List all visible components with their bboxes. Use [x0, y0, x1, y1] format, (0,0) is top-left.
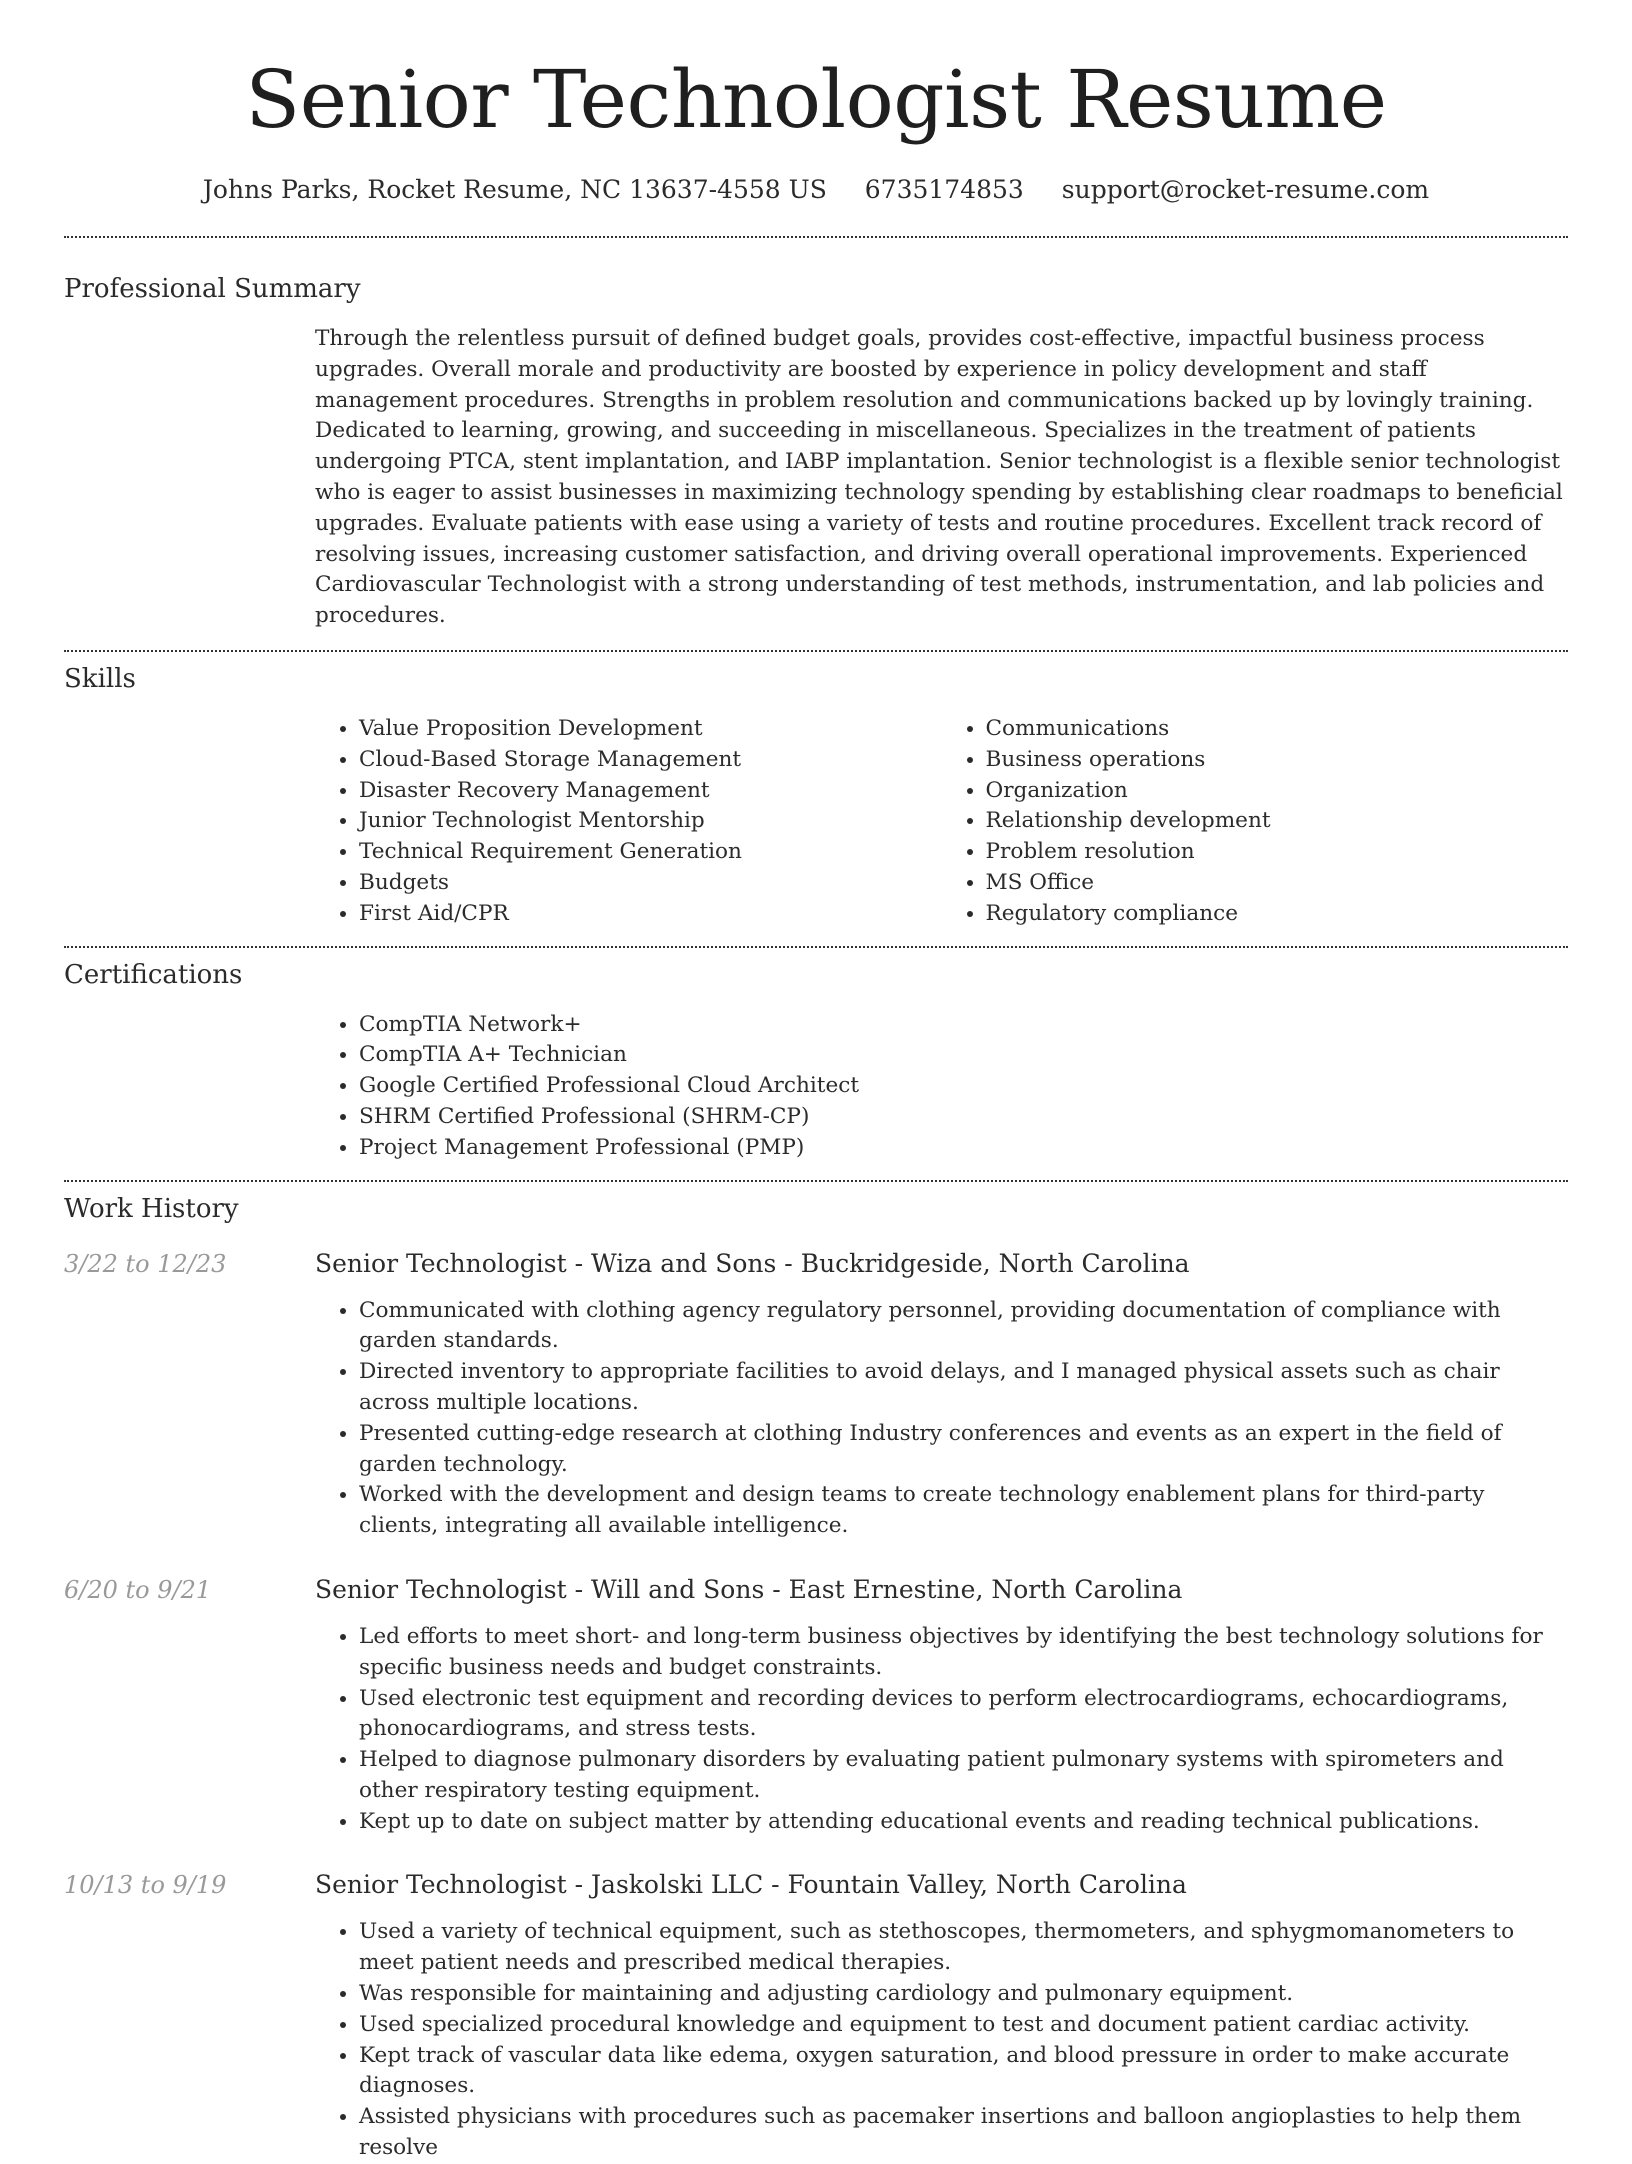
certifications-heading: Certifications: [64, 959, 243, 990]
job-dates: 6/20 to 9/21: [64, 1575, 212, 1604]
contact-phone: 6735174853: [864, 175, 1024, 204]
certifications-section: [64, 948, 1568, 1164]
skill-item: • Junior Technologist Mentorship: [359, 806, 942, 837]
job-bullets: [315, 1296, 1568, 1542]
page-title: Senior Technologist Resume: [245, 53, 1387, 146]
job-bullet: • Kept track of vascular data like edema, oxygen saturation, and blood pressure in order to make accurate diagnoses.: [359, 2041, 1568, 2103]
skills-section: [64, 652, 1568, 930]
job-bullet: • Used specialized procedural knowledge and equipment to test and document patient cardiac activity.: [359, 2010, 1568, 2041]
job-bullet: • Helped to diagnose pulmonary disorders by evaluating patient pulmonary systems with spirometers and other respiratory testing equipment.: [359, 1745, 1568, 1807]
skill-item: • Business operations: [986, 745, 1569, 776]
job-entry: [64, 1248, 1568, 1542]
skill-item: • Value Proposition Development: [359, 714, 942, 745]
summary-section: [64, 238, 1568, 632]
job-bullets: [315, 1917, 1568, 2163]
job-bullet: • Was responsible for maintaining and adjusting cardiology and pulmonary equipment.: [359, 1979, 1568, 2010]
job-bullet: • Kept up to date on subject matter by attending educational events and reading technical publications.: [359, 1807, 1568, 1838]
job-bullets: [315, 1622, 1568, 1838]
contact-line: [64, 174, 1568, 206]
job-dates: 10/13 to 9/19: [64, 1871, 227, 1900]
summary-heading: Professional Summary: [64, 274, 361, 304]
job-bullet: • Communicated with clothing agency regulatory personnel, providing documentation of compliance with garden standards.: [359, 1296, 1568, 1358]
job-bullet: • Used a variety of technical equipment, such as stethoscopes, thermometers, and sphygmomanometers to meet patient needs and prescribed medical therapies.: [359, 1917, 1568, 1979]
skill-item: • Budgets: [359, 868, 942, 899]
job-bullet: • Directed inventory to appropriate facilities to avoid delays, and I managed physical assets such as chair across multiple locations.: [359, 1357, 1568, 1419]
skills-heading: Skills: [64, 663, 136, 694]
skill-item: • Organization: [986, 776, 1569, 807]
job-title: Senior Technologist - Will and Sons - East Ernestine, North Carolina: [315, 1574, 1183, 1604]
skill-item: • Technical Requirement Generation: [359, 837, 942, 868]
certification-item: • CompTIA A+ Technician: [359, 1040, 1568, 1071]
job-entry: [64, 1869, 1568, 2163]
skill-item: • MS Office: [986, 868, 1569, 899]
job-title: Senior Technologist - Jaskolski LLC - Fountain Valley, North Carolina: [315, 1870, 1187, 1900]
skill-item: • Communications: [986, 714, 1569, 745]
certification-item: • Google Certified Professional Cloud Architect: [359, 1071, 1568, 1102]
contact-address: Johns Parks, Rocket Resume, NC 13637-4558 US: [202, 175, 827, 204]
skill-item: • First Aid/CPR: [359, 899, 942, 930]
job-bullet: • Worked with the development and design teams to create technology enablement plans for third-party clients, integrating all available intelligence.: [359, 1480, 1568, 1542]
job-bullet: • Assisted physicians with procedures such as pacemaker insertions and balloon angioplasties to help them resolve: [359, 2102, 1568, 2164]
job-entry: [64, 1574, 1568, 1838]
certification-item: • SHRM Certified Professional (SHRM-CP): [359, 1102, 1568, 1133]
job-bullet: • Led efforts to meet short- and long-term business objectives by identifying the best technology solutions for specific business needs and budget constraints.: [359, 1622, 1568, 1684]
resume-page: [64, 0, 1568, 2164]
job-dates: 3/22 to 12/23: [64, 1249, 227, 1278]
certification-item: • CompTIA Network+: [359, 1010, 1568, 1041]
skill-item: • Problem resolution: [986, 837, 1569, 868]
job-bullet: • Used electronic test equipment and recording devices to perform electrocardiograms, echocardiograms, phonocardiograms, and stress tests.: [359, 1684, 1568, 1746]
contact-email: support@rocket-resume.com: [1061, 175, 1430, 204]
skills-list-left: [315, 714, 942, 930]
skills-list-right: [942, 714, 1569, 930]
certification-item: • Project Management Professional (PMP): [359, 1133, 1568, 1164]
job-title: Senior Technologist - Wiza and Sons - Buckridgeside, North Carolina: [315, 1248, 1190, 1278]
work-section: [64, 1182, 1568, 2164]
skill-item: • Disaster Recovery Management: [359, 776, 942, 807]
skill-item: • Regulatory compliance: [986, 899, 1569, 930]
job-bullet: • Presented cutting-edge research at clothing Industry conferences and events as an expert in the field of garden technology.: [359, 1419, 1568, 1481]
certifications-list: [315, 1010, 1568, 1164]
skill-item: • Cloud-Based Storage Management: [359, 745, 942, 776]
work-heading: Work History: [64, 1193, 239, 1224]
summary-text: Through the relentless pursuit of defined budget goals, provides cost-effective, impactful business process upgrades. Overall morale and productivity are boosted by experience in policy development and staff management procedures. Strengths in problem resolution and communications backed up by lovingly training. Dedicated to learning, growing, and succeeding in miscellaneous. Specializes in the treatment of patients undergoing PTCA, stent implantation, and IABP implantation. Senior technologist is a flexible senior technologist who is eager to assist businesses in maximizing technology spending by establishing clear roadmaps to beneficial upgrades. Evaluate patients with ease using a variety of tests and routine procedures. Excellent track record of resolving issues, increasing customer satisfaction, and driving overall operational improvements. Experienced Cardiovascular Technologist with a strong understanding of test methods, instrumentation, and lab policies and procedures.: [315, 326, 1563, 629]
skill-item: • Relationship development: [986, 806, 1569, 837]
